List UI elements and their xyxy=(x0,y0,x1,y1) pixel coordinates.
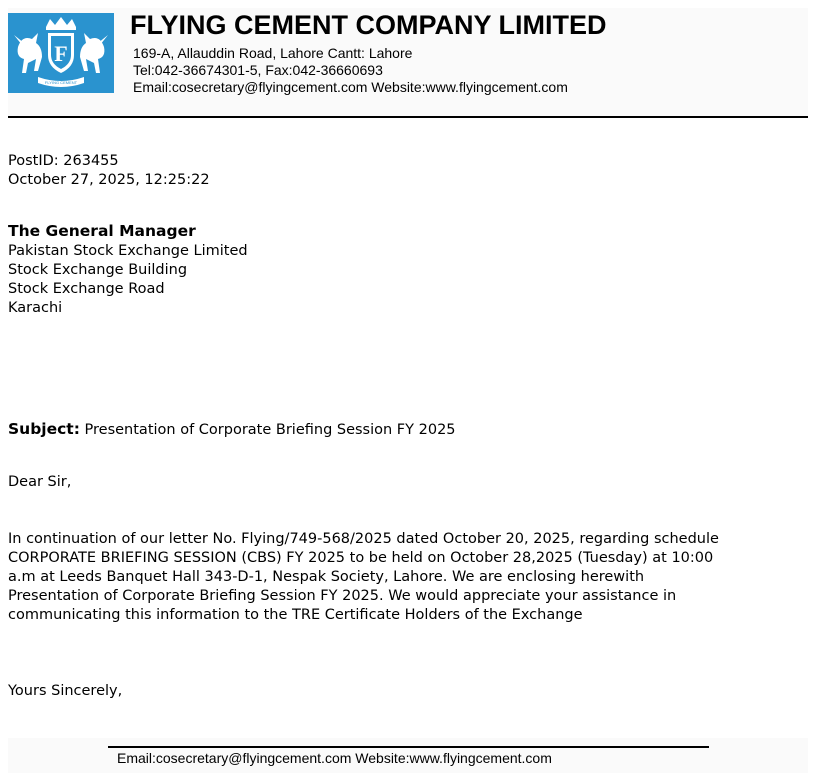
subject-label: Subject: xyxy=(8,420,80,438)
company-name: FLYING CEMENT COMPANY LIMITED xyxy=(130,10,607,40)
company-phone-fax: Tel:042-36674301-5, Fax:042-36660693 xyxy=(133,62,383,78)
recipient-line: Karachi xyxy=(8,300,63,316)
subject-line xyxy=(8,420,456,440)
svg-text:FLYING CEMENT: FLYING CEMENT xyxy=(44,80,78,85)
footer-divider xyxy=(108,746,709,748)
letter-body-line: CORPORATE BRIEFING SESSION (CBS) FY 2025 to be held on October 28,2025 (Tuesday) at 10:00 xyxy=(8,550,714,566)
recipient-title: The General Manager xyxy=(8,222,196,240)
letter-body-line: communicating this information to the TRE Certificate Holders of the Exchange xyxy=(8,607,583,623)
post-date: October 27, 2025, 12:25:22 xyxy=(8,172,210,188)
company-email-website: Email:cosecretary@flyingcement.com Website:www.flyingcement.com xyxy=(133,79,568,95)
header-divider xyxy=(8,116,808,118)
letter-body-line: In continuation of our letter No. Flying/749-568/2025 dated October 20, 2025, regarding schedule xyxy=(8,531,719,547)
letter-body xyxy=(8,530,808,625)
post-id: PostID: 263455 xyxy=(8,153,119,169)
recipient-line: Pakistan Stock Exchange Limited xyxy=(8,243,248,259)
footer-email-website: Email:cosecretary@flyingcement.com Website:www.flyingcement.com xyxy=(117,750,552,766)
svg-text:F: F xyxy=(54,41,68,66)
subject-text: Presentation of Corporate Briefing Session FY 2025 xyxy=(79,422,456,438)
recipient-line: Stock Exchange Building xyxy=(8,262,188,278)
letter-body-line: a.m at Leeds Banquet Hall 343-D-1, Nespak Society, Lahore. We are enclosing herewith xyxy=(8,569,645,585)
recipient-line: Stock Exchange Road xyxy=(8,281,165,297)
letter-body-line: Presentation of Corporate Briefing Session FY 2025. We would appreciate your assistance in xyxy=(8,588,677,604)
company-address: 169-A, Allauddin Road, Lahore Cantt: Lahore xyxy=(133,45,413,61)
salutation: Dear Sir, xyxy=(8,474,72,490)
closing: Yours Sincerely, xyxy=(8,683,123,699)
company-logo-emblem xyxy=(8,13,114,93)
company-logo xyxy=(8,13,114,93)
